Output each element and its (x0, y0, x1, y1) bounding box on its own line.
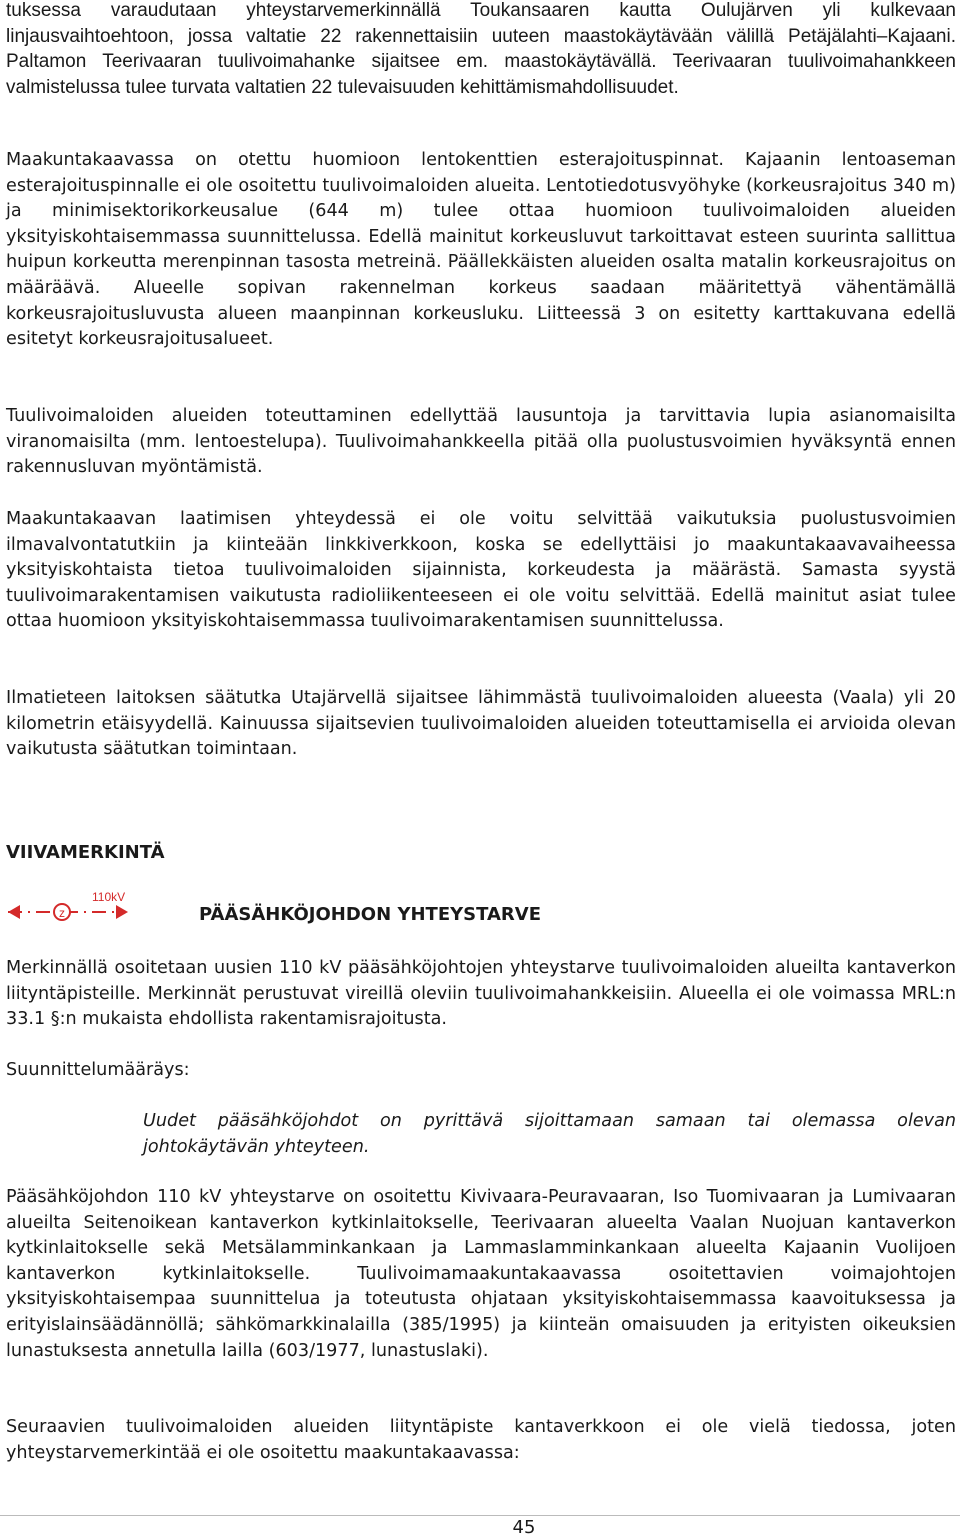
voltage-label: 110kV (92, 890, 126, 904)
page-number: 45 (512, 1517, 536, 1538)
section-heading: VIIVAMERKINTÄ (6, 842, 165, 863)
circle-letter: z (59, 906, 65, 920)
paragraph-esterajoitus: Maakuntakaavassa on otettu huomioon lentokenttien esterajoituspinnat. Kajaanin lentoaseman esterajoituspinnalle ei ole osoitettu tuulivoimaloiden alueita. Lentotiedotusvyöhyke (korkeusrajoitus 340 m) ja minimisektorikorkeusalue (644 m) tulee ottaa huomioon tuulivoimaloiden alueiden yksityiskohtaisemmassa suunnittelussa. Edellä mainitut korkeusluvut tarkoittavat esteen suurinta sallittua huipun korkeutta merenpinnan tasosta metreinä. Päällekkäisten alueiden osalta matalin korkeusrajoitus on määräävä. Alueelle sopivan rakennelman korkeus saadaan määritettyä vähentämällä korkeusrajoitusluvusta alueen maanpinnan korkeusluku. Liitteessä 3 on esitetty karttakuvana edellä esitetyt korkeusrajoitusalueet. (6, 150, 956, 350)
paragraph-yhteystarve: Pääsähköjohdon 110 kV yhteystarve on osoitettu Kivivaara-Peuravaaran, Iso Tuomivaaran ja Lumivaaran alueilta Seitenoikean kantaverkon kytkinlaitokselle, Teerivaaran alueelta Vaalan Nuojuan kantaverkon kytkinlaitokselle sekä Metsälamminkankaan ja Lammaslamminkankaan alueelta Kajaanin Vuolijoen kantaverkon kytkinlaitokselle. Tuulivoimamaakuntakaavassa osoitettavien voimajohtojen yksityiskohtaisempaa suunnittelua ja toteutusta ohjataan yksityiskohtaisemmassa kaavoituksessa ja erityislainsäädännöllä; sähkömarkkinalailla (385/1995) ja kiinteän omaisuuden ja erityisten oikeuksien lunastuksesta annetulla lailla (603/1977, lunastuslaki). (6, 1187, 956, 1361)
arrow-left-icon (8, 905, 20, 919)
footer-divider (0, 1515, 960, 1516)
paragraph-lupa: Tuulivoimaloiden alueiden toteuttaminen edellyttää lausuntoja ja tarvittavia lupia asianomaisilta viranomaisilta (mm. lentoestelupa). Tuulivoimahankkeella pitää olla puolustusvoimien hyväksyntä ennen rakennusluvan myöntämistä. (6, 406, 956, 478)
legend-symbol-row (6, 888, 956, 938)
regulation-label: Suunnittelumääräys: (6, 1060, 190, 1080)
power-line-symbol-icon (6, 888, 166, 938)
symbol-heading: PÄÄSÄHKÖJOHDON YHTEYSTARVE (199, 904, 542, 925)
paragraph-valtatie: tuksessa varaudutaan yhteystarvemerkinnällä Toukansaaren kautta Oulujärven yli kulkevaan linjausvaihtoehtoon, jossa valtatie 22 rakennettaisiin uuteen maastokäytävään välillä Petäjälahti–Kajaani. Paltamon Teerivaaran tuulivoimahanke sijaitsee em. maastokäytävällä. Teerivaaran tuulivoimahankkeen valmistelussa tulee turvata valtatien 22 tulevaisuuden kehittämismahdollisuudet. (6, 0, 956, 98)
regulation-text: Uudet pääsähköjohdot on pyrittävä sijoittamaan samaan tai olemassa olevan johtokäytävän yhteyteen. (143, 1111, 956, 1157)
paragraph-merkinta: Merkinnällä osoitetaan uusien 110 kV pääsähköjohtojen yhteystarve tuulivoimaloiden alueilta kantaverkon liityntäpisteille. Merkinnät perustuvat vireillä oleviin tuulivoimahankkeisiin. Alueella ei ole voimassa MRL:n 33.1 §:n mukaista ehdollista rakentamisrajoitusta. (6, 958, 956, 1030)
paragraph-puolustusvoimat: Maakuntakaavan laatimisen yhteydessä ei ole voitu selvittää vaikutuksia puolustusvoimien ilmavalvontatutkiin ja kiinteään linkkiverkkoon, koska se edellyttäisi jo maakuntakaavavaiheessa yksityiskohtaista tietoa tuulivoimaloiden sijainnista, korkeudesta ja määrästä. Samasta syystä tuulivoimarakentamisen vaikutusta radioliikenteeseen ei ole voitu selvittää. Edellä mainitut asiat tulee ottaa huomioon yksityiskohtaisemmassa tuulivoimarakentamisen suunnittelussa. (6, 509, 956, 632)
paragraph-saatutka: Ilmatieteen laitoksen säätutka Utajärvellä sijaitsee lähimmästä tuulivoimaloiden alueesta (Vaala) yli 20 kilometrin etäisyydellä. Kainuussa sijaitsevien tuulivoimaloiden alueiden toteuttamisella ei arvioida olevan vaikutusta säätutkan toimintaan. (6, 688, 956, 760)
paragraph-liityntapiste: Seuraavien tuulivoimaloiden alueiden liityntäpiste kantaverkkoon ei ole vielä tiedossa, joten yhteystarvemerkintää ei ole osoitettu maakuntakaavassa: (6, 1417, 956, 1463)
arrow-right-icon (116, 905, 128, 919)
